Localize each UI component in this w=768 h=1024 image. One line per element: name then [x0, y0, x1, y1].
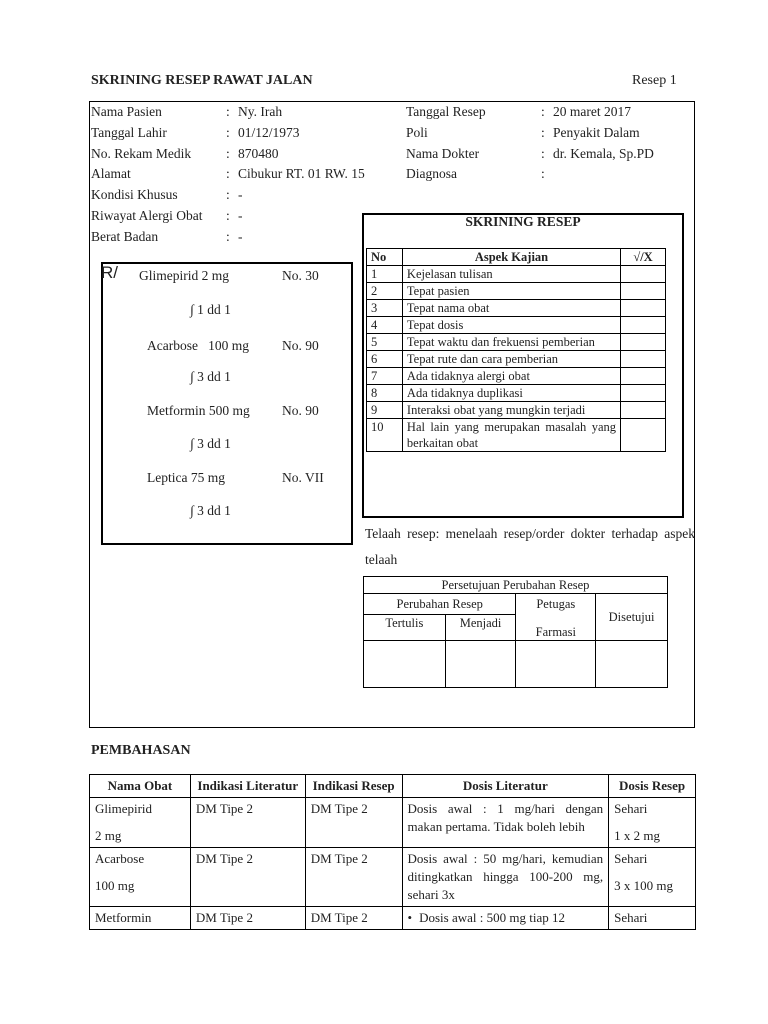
- row-no: 2: [367, 283, 403, 300]
- rx-drug-4: Leptica 75 mg: [147, 470, 225, 485]
- rx-symbol: R/: [101, 263, 118, 282]
- table-row: [367, 419, 666, 452]
- patient-name-value: Ny. Irah: [238, 104, 283, 119]
- dosis-resep-line-1: Sehari: [614, 801, 648, 816]
- row-aspek: Tepat waktu dan frekuensi pemberian: [402, 334, 620, 351]
- rx-qty-1: No. 30: [282, 268, 319, 283]
- indikasi-resep: DM Tipe 2: [305, 798, 402, 848]
- obat-strength: 100 mg: [95, 878, 135, 893]
- petugas-line-1: Petugas: [536, 597, 576, 611]
- separator: :: [541, 146, 545, 161]
- obat-name: Glimepirid: [95, 801, 153, 816]
- row-no: 8: [367, 385, 403, 402]
- indikasi-literatur: DM Tipe 2: [190, 907, 305, 930]
- dosis-resep-line-1: Sehari: [614, 851, 648, 866]
- separator: :: [226, 208, 230, 223]
- weight-label: Berat Badan: [91, 229, 159, 244]
- special-condition-label: Kondisi Khusus: [91, 187, 178, 202]
- separator: :: [226, 187, 230, 202]
- row-no: 7: [367, 368, 403, 385]
- rx-drug-2: Acarbose 100 mg: [147, 338, 249, 353]
- disetujui-cell[interactable]: [596, 641, 668, 688]
- check-cell[interactable]: [621, 334, 666, 351]
- separator: :: [226, 229, 230, 244]
- table-row: [90, 848, 696, 907]
- screening-title: SKRINING RESEP: [465, 214, 581, 229]
- row-aspek: Hal lain yang merupakan masalah yang berkaitan obat: [402, 419, 620, 452]
- menjadi-cell[interactable]: [445, 641, 516, 688]
- doctor-label: Nama Dokter: [406, 146, 480, 161]
- row-aspek: Tepat nama obat: [402, 300, 620, 317]
- table-row: [367, 385, 666, 402]
- check-cell[interactable]: [621, 300, 666, 317]
- check-cell[interactable]: [621, 351, 666, 368]
- row-aspek: Tepat rute dan cara pemberian: [402, 351, 620, 368]
- col-dosis-resep: Dosis Resep: [609, 775, 696, 798]
- row-no: 1: [367, 266, 403, 283]
- table-row: [90, 907, 696, 930]
- row-aspek: Ada tidaknya alergi obat: [402, 368, 620, 385]
- medical-record-value: 870480: [238, 146, 279, 161]
- dosis-literatur: Dosis awal : 1 mg/hari dengan makan pertama. Tidak boleh lebih: [402, 798, 609, 848]
- check-cell[interactable]: [621, 402, 666, 419]
- table-row: [367, 402, 666, 419]
- col-dosis-literatur: Dosis Literatur: [402, 775, 609, 798]
- prescription-date-label: Tanggal Resep: [406, 104, 486, 119]
- separator: :: [226, 166, 230, 181]
- change-table-title: Persetujuan Perubahan Resep: [364, 577, 668, 594]
- rx-signa-1: ∫ 1 dd 1: [190, 302, 231, 317]
- col-indikasi-literatur: Indikasi Literatur: [190, 775, 305, 798]
- tertulis-cell[interactable]: [364, 641, 446, 688]
- dosis-resep-line-1: Sehari: [609, 907, 696, 930]
- prescription-date-value: 20 maret 2017: [553, 104, 631, 119]
- rx-drug-3: Metformin 500 mg: [147, 403, 250, 418]
- col-indikasi-resep: Indikasi Resep: [305, 775, 402, 798]
- row-no: 9: [367, 402, 403, 419]
- table-row: [367, 317, 666, 334]
- weight-value: -: [238, 229, 243, 244]
- change-approval-table: [363, 576, 668, 688]
- separator: :: [226, 104, 230, 119]
- birth-date-value: 01/12/1973: [238, 125, 300, 140]
- separator: :: [541, 166, 545, 181]
- separator: :: [226, 146, 230, 161]
- screening-table: [366, 248, 666, 452]
- document-title: SKRINING RESEP RAWAT JALAN: [91, 73, 313, 88]
- col-nama-obat: Nama Obat: [90, 775, 191, 798]
- table-row: [367, 334, 666, 351]
- indikasi-literatur: DM Tipe 2: [190, 848, 305, 907]
- rx-signa-2: ∫ 3 dd 1: [190, 369, 231, 384]
- col-no: No: [367, 249, 403, 266]
- col-check: √/X: [621, 249, 666, 266]
- table-row: [367, 351, 666, 368]
- table-row: [367, 368, 666, 385]
- telaah-text: Telaah resep: menelaah resep/order dokter terhadap aspek telaah: [365, 526, 695, 567]
- table-row: [367, 283, 666, 300]
- petugas-header: [516, 594, 596, 641]
- dosis-resep-line-2: 3 x 100 mg: [614, 878, 673, 893]
- pembahasan-header-row: [90, 775, 696, 798]
- address-label: Alamat: [91, 166, 131, 181]
- row-no: 4: [367, 317, 403, 334]
- row-aspek: Tepat dosis: [402, 317, 620, 334]
- rx-qty-3: No. 90: [282, 403, 319, 418]
- bullet-text: • Dosis awal : 500 mg tiap 12: [408, 910, 565, 925]
- poli-value: Penyakit Dalam: [553, 125, 640, 140]
- address-value: Cibukur RT. 01 RW. 15: [238, 166, 365, 181]
- col-aspek: Aspek Kajian: [402, 249, 620, 266]
- disetujui-header: Disetujui: [596, 594, 668, 641]
- doctor-value: dr. Kemala, Sp.PD: [553, 146, 654, 161]
- rx-qty-2: No. 90: [282, 338, 319, 353]
- perubahan-header: Perubahan Resep: [364, 594, 516, 615]
- obat-strength: 2 mg: [95, 828, 122, 843]
- birth-date-label: Tanggal Lahir: [91, 125, 167, 140]
- row-aspek: Interaksi obat yang mungkin terjadi: [402, 402, 620, 419]
- row-no: 10: [367, 419, 403, 452]
- rx-drug-1: Glimepirid 2 mg: [139, 268, 229, 283]
- medical-record-label: No. Rekam Medik: [91, 146, 192, 161]
- row-aspek: Kejelasan tulisan: [402, 266, 620, 283]
- dosis-resep-cell: [609, 798, 696, 848]
- dosis-literatur: [402, 907, 609, 930]
- separator: :: [541, 104, 545, 119]
- patient-name-label: Nama Pasien: [91, 104, 162, 119]
- petugas-line-2: Farmasi: [535, 625, 576, 639]
- check-cell[interactable]: [621, 283, 666, 300]
- check-cell[interactable]: [621, 419, 666, 452]
- indikasi-resep: DM Tipe 2: [305, 848, 402, 907]
- obat-cell: [90, 848, 191, 907]
- rx-qty-4: No. VII: [282, 470, 324, 485]
- screening-header-row: [367, 249, 666, 266]
- obat-name: Acarbose: [95, 851, 145, 866]
- poli-label: Poli: [406, 125, 428, 140]
- dosis-resep-cell: [609, 848, 696, 907]
- obat-cell: [90, 798, 191, 848]
- check-cell[interactable]: [621, 368, 666, 385]
- row-aspek: Tepat pasien: [402, 283, 620, 300]
- special-condition-value: -: [238, 187, 243, 202]
- obat-name: Metformin: [90, 907, 191, 930]
- separator: :: [541, 125, 545, 140]
- row-no: 3: [367, 300, 403, 317]
- indikasi-resep: DM Tipe 2: [305, 907, 402, 930]
- row-no: 6: [367, 351, 403, 368]
- allergy-value: -: [238, 208, 243, 223]
- pembahasan-table: [89, 774, 696, 930]
- table-row: [367, 266, 666, 283]
- diagnosis-label: Diagnosa: [406, 166, 457, 181]
- pembahasan-heading: PEMBAHASAN: [91, 743, 191, 758]
- resep-number: Resep 1: [632, 73, 677, 88]
- menjadi-header: Menjadi: [445, 615, 516, 641]
- rx-signa-3: ∫ 3 dd 1: [190, 436, 231, 451]
- tertulis-header: Tertulis: [364, 615, 446, 641]
- petugas-cell[interactable]: [516, 641, 596, 688]
- check-cell[interactable]: [621, 385, 666, 402]
- separator: :: [226, 125, 230, 140]
- row-no: 5: [367, 334, 403, 351]
- rx-signa-4: ∫ 3 dd 1: [190, 503, 231, 518]
- table-row: [90, 798, 696, 848]
- indikasi-literatur: DM Tipe 2: [190, 798, 305, 848]
- table-row: [367, 300, 666, 317]
- dosis-literatur: Dosis awal : 50 mg/hari, kemudian ditingkatkan hingga 100-200 mg, sehari 3x: [402, 848, 609, 907]
- dosis-resep-line-2: 1 x 2 mg: [614, 828, 660, 843]
- check-cell[interactable]: [621, 266, 666, 283]
- check-cell[interactable]: [621, 317, 666, 334]
- allergy-label: Riwayat Alergi Obat: [91, 208, 203, 223]
- row-aspek: Ada tidaknya duplikasi: [402, 385, 620, 402]
